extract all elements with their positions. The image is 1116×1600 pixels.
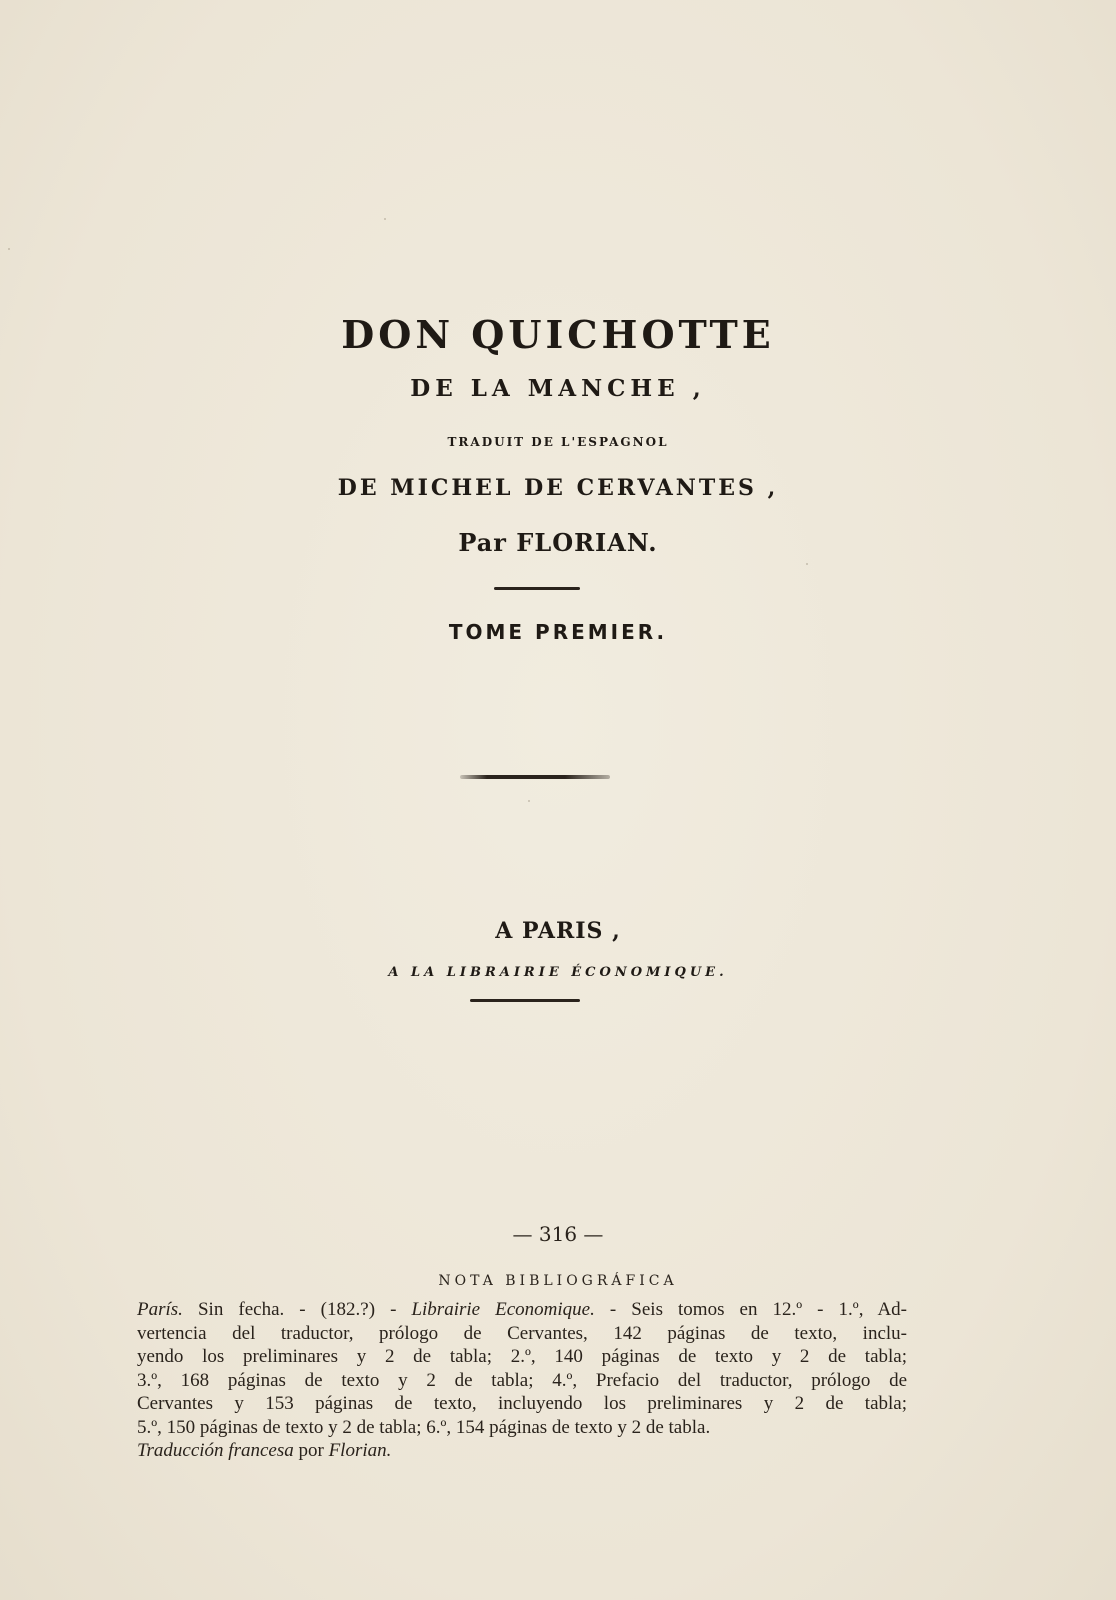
ornamental-rule bbox=[460, 775, 610, 779]
imprint-publisher: A LA LIBRAIRIE ÉCONOMIQUE. bbox=[388, 965, 728, 980]
volume-label: TOME PREMIER. bbox=[448, 620, 668, 644]
note-line: 3.º, 168 páginas de texto y 2 de tabla; 4.º, Prefacio del traductor, prólogo de bbox=[137, 1369, 907, 1391]
note-line: vertencia del traductor, prólogo de Cervantes, 142 páginas de texto, inclu- bbox=[137, 1322, 907, 1344]
note-line: yendo los preliminares y 2 de tabla; 2.º, 140 páginas de texto y 2 de tabla; bbox=[137, 1346, 907, 1367]
paper-speck bbox=[8, 248, 10, 250]
translator-line: Par FLORIAN. bbox=[458, 528, 658, 557]
note-line: 5.º, 150 páginas de texto y 2 de tabla; 6.º, 154 páginas de texto y 2 de tabla. bbox=[137, 1416, 711, 1438]
paper-speck bbox=[806, 563, 808, 565]
imprint-city: A PARIS , bbox=[495, 918, 621, 944]
bibliographic-note bbox=[137, 1298, 907, 1463]
note-place: París. bbox=[137, 1299, 183, 1320]
paper-speck bbox=[384, 218, 386, 220]
book-title: DON QUICHOTTE bbox=[341, 312, 775, 357]
page-number: — 316 — bbox=[512, 1222, 604, 1246]
note-line: Traducción francesa por Florian. bbox=[137, 1440, 392, 1461]
ornamental-rule bbox=[494, 587, 580, 590]
note-line: París. Sin fecha. - (182.?) - Librairie Economique. - Seis tomos en 12.º - 1.º, Ad- bbox=[137, 1299, 907, 1320]
ornamental-rule bbox=[470, 999, 580, 1002]
note-heading: NOTA BIBLIOGRÁFICA bbox=[438, 1273, 678, 1289]
author-line: DE MICHEL DE CERVANTES , bbox=[337, 475, 779, 501]
translation-note: TRADUIT DE L'ESPAGNOL bbox=[447, 435, 669, 449]
note-publisher: Librairie Economique. bbox=[411, 1299, 595, 1320]
paper-speck bbox=[528, 800, 530, 802]
book-subtitle: DE LA MANCHE , bbox=[410, 375, 706, 402]
note-line: Cervantes y 153 páginas de texto, incluyendo los preliminares y 2 de tabla; bbox=[137, 1393, 907, 1414]
